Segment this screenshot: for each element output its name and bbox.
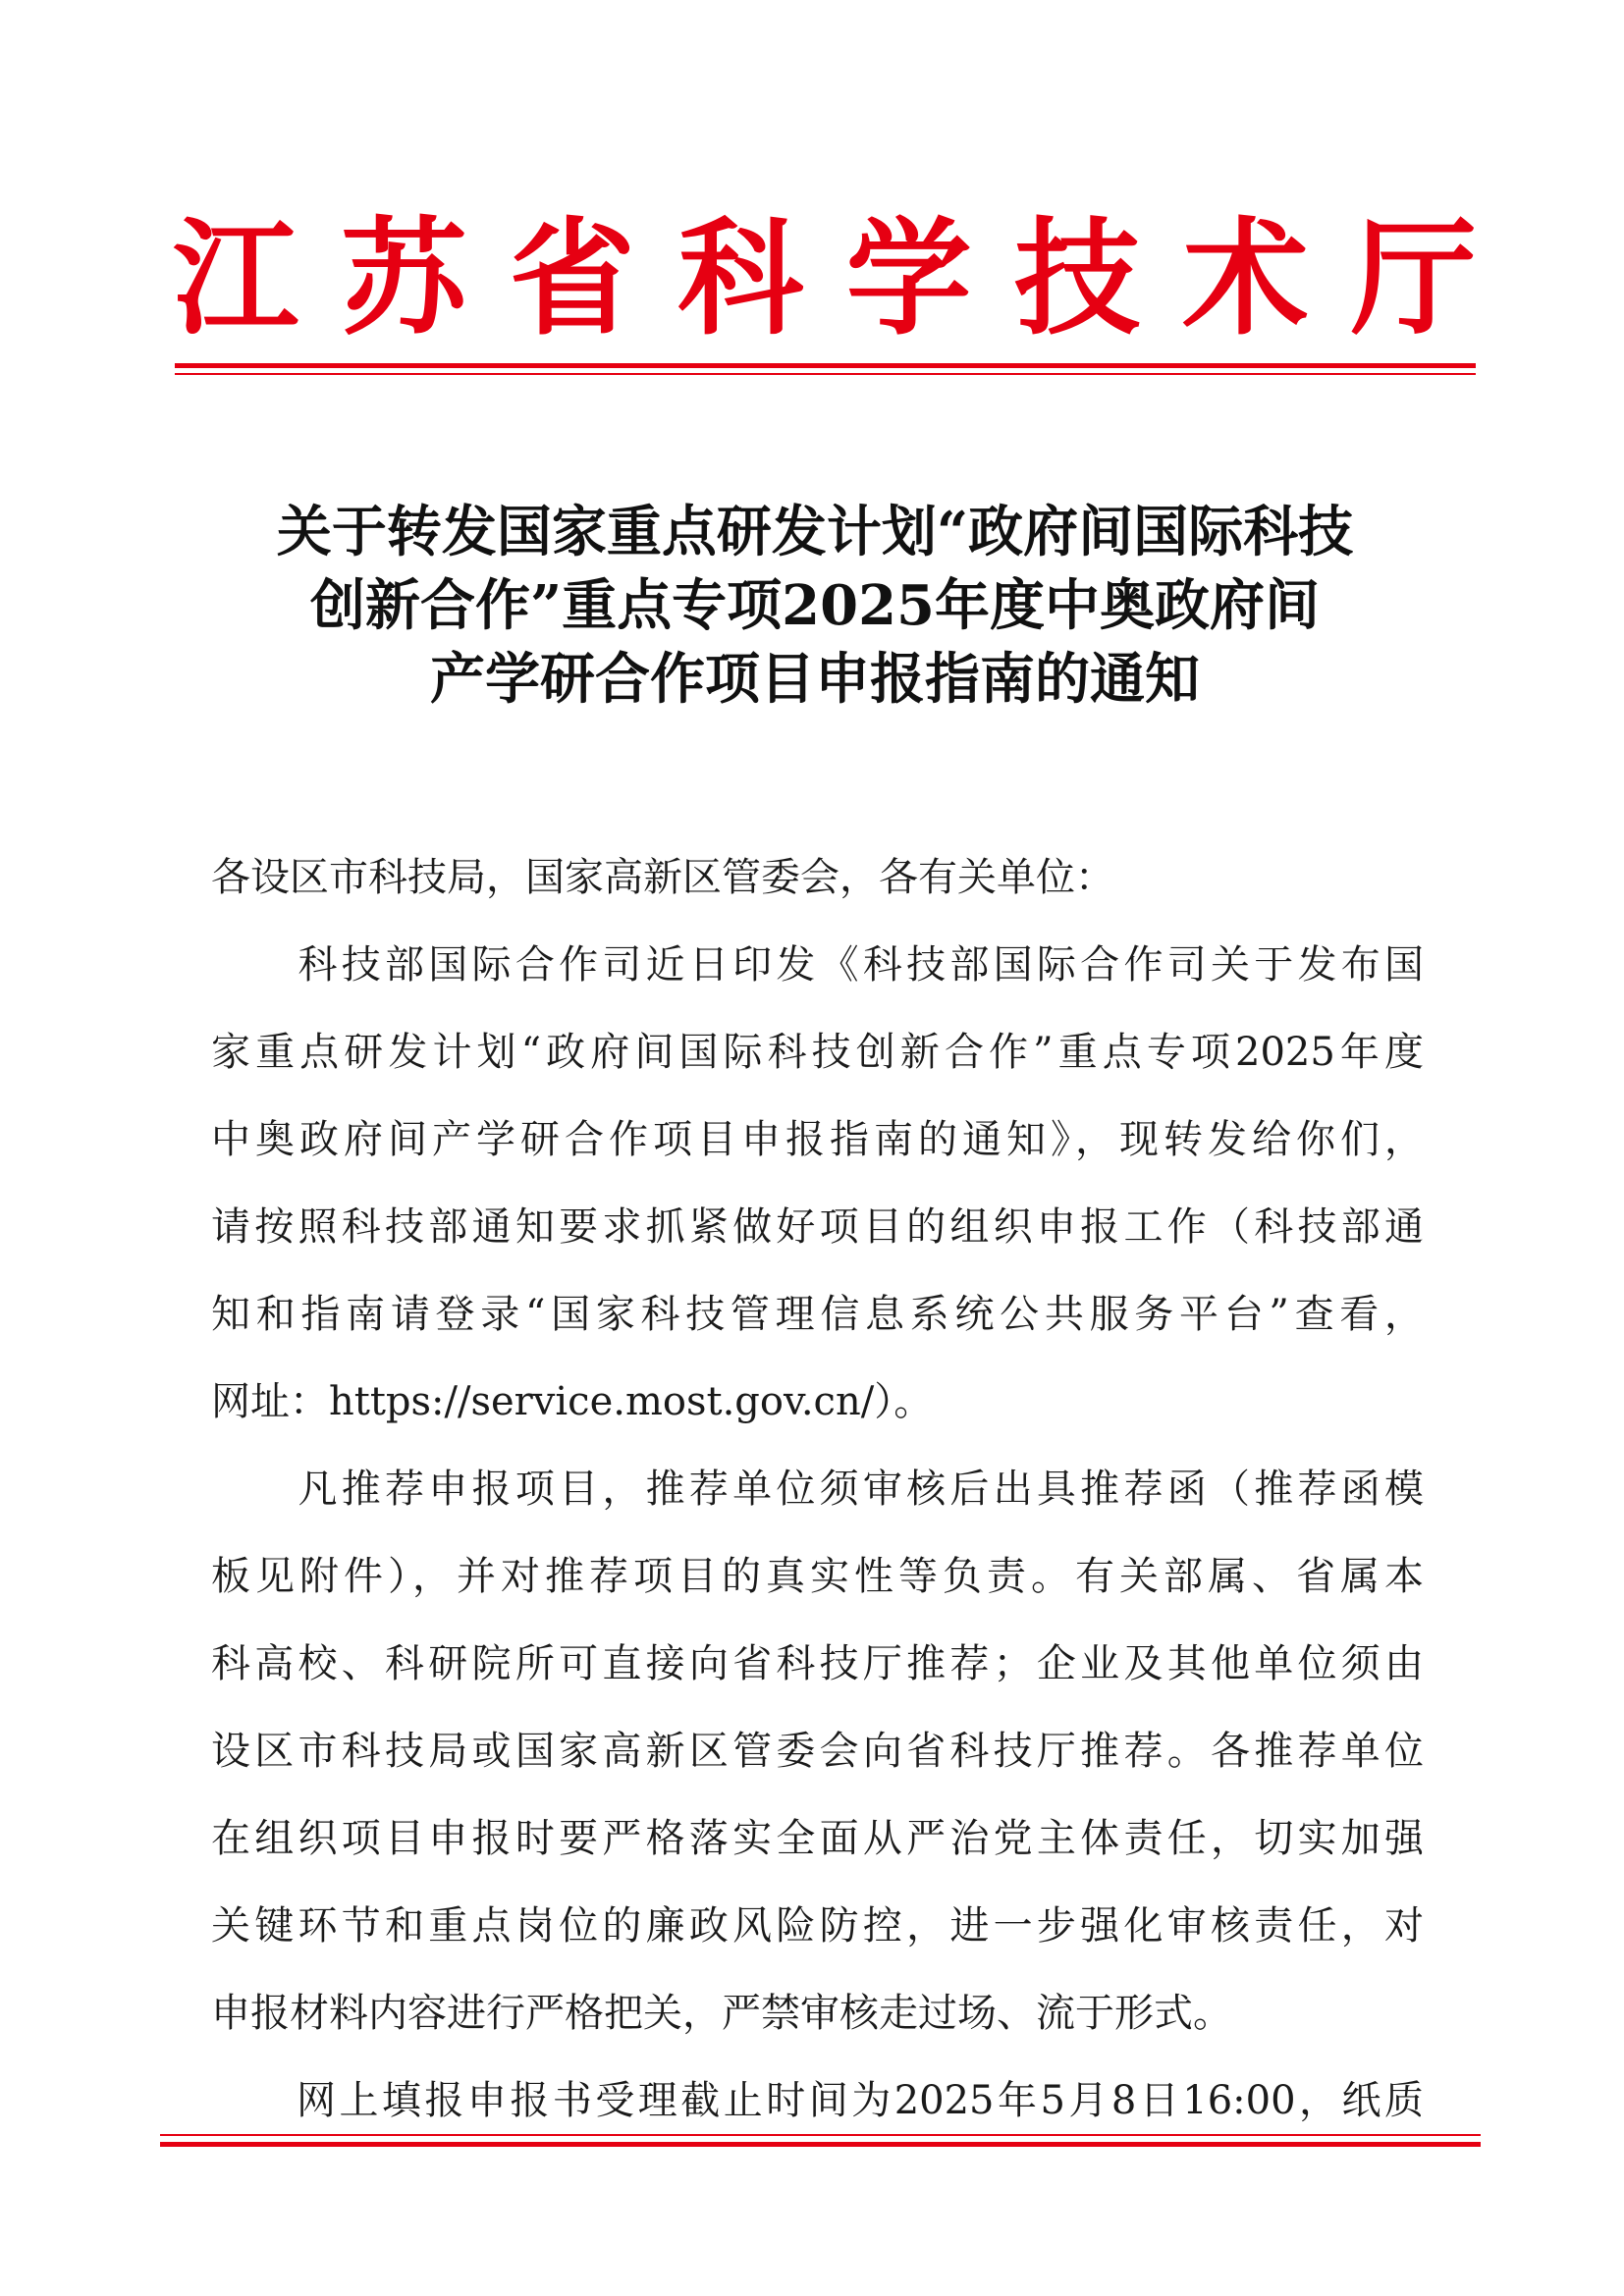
- title-line: 产学研合作项目申报指南的通知: [430, 647, 1200, 712]
- paragraph-1: [211, 922, 1424, 1446]
- paragraph-line: 家重点研发计划“政府间国际科技创新合作”重点专项2025年度: [211, 1030, 1424, 1075]
- title-line: 关于转发国家重点研发计划“政府间国际科技: [276, 500, 1354, 564]
- title-line: 创新合作”重点专项2025年度中奥政府间: [309, 573, 1321, 638]
- paragraph-line: 凡推荐申报项目，推荐单位须审核后出具推荐函（推荐函模: [211, 1467, 1424, 1512]
- paragraph-line: 请按照科技部通知要求抓紧做好项目的组织申报工作（科技部通: [211, 1204, 1424, 1250]
- paragraph-line: 设区市科技局或国家高新区管委会向省科技厅推荐。各推荐单位: [211, 1729, 1424, 1774]
- paragraph-line: 关键环节和重点岗位的廉政风险防控，进一步强化审核责任，对: [211, 1903, 1424, 1949]
- letterhead-char: 学: [845, 206, 972, 352]
- paragraph-2: [211, 1446, 1424, 2057]
- paragraph-line: 中奥政府间产学研合作项目申报指南的通知》，现转发给你们，: [211, 1117, 1424, 1162]
- letterhead-char: 科: [677, 206, 804, 352]
- header-rule-thin: [175, 373, 1476, 375]
- paragraph-3: [211, 2057, 1424, 2145]
- footer-rule-thin: [160, 2134, 1481, 2136]
- paragraph-line: 在组织项目申报时要严格落实全面从严治党主体责任，切实加强: [211, 1816, 1424, 1861]
- salutation: 各设区市科技局，国家高新区管委会，各有关单位：: [211, 855, 1114, 900]
- letterhead-char: 省: [509, 206, 635, 352]
- paragraph-line: 网上填报申报书受理截止时间为2025年5月8日16:00，纸质: [211, 2078, 1424, 2123]
- document-body: [211, 834, 1424, 2145]
- letterhead-char: 江: [172, 206, 298, 352]
- letterhead-title: [162, 206, 1488, 353]
- paragraph-line: 板见附件），并对推荐项目的真实性等负责。有关部属、省属本: [211, 1554, 1424, 1599]
- paragraph-line: 知和指南请登录“国家科技管理信息系统公共服务平台”查看，: [211, 1292, 1424, 1337]
- paragraph-line: 科技部国际合作司近日印发《科技部国际合作司关于发布国: [211, 942, 1424, 988]
- paragraph-line: 网址：https://service.most.gov.cn/）。: [211, 1379, 934, 1424]
- letterhead-char: 术: [1182, 206, 1309, 352]
- header-rule-thick: [175, 363, 1476, 368]
- footer-rule-thick: [160, 2142, 1481, 2147]
- paragraph-line: 申报材料内容进行严格把关，严禁审核走过场、流于形式。: [211, 1991, 1232, 2036]
- letterhead-char: 厅: [1350, 206, 1477, 352]
- document-title: [177, 496, 1453, 717]
- letterhead-char: 苏: [341, 206, 467, 352]
- paragraph-line: 科高校、科研院所可直接向省科技厅推荐；企业及其他单位须由: [211, 1641, 1424, 1686]
- letterhead-char: 技: [1014, 206, 1141, 352]
